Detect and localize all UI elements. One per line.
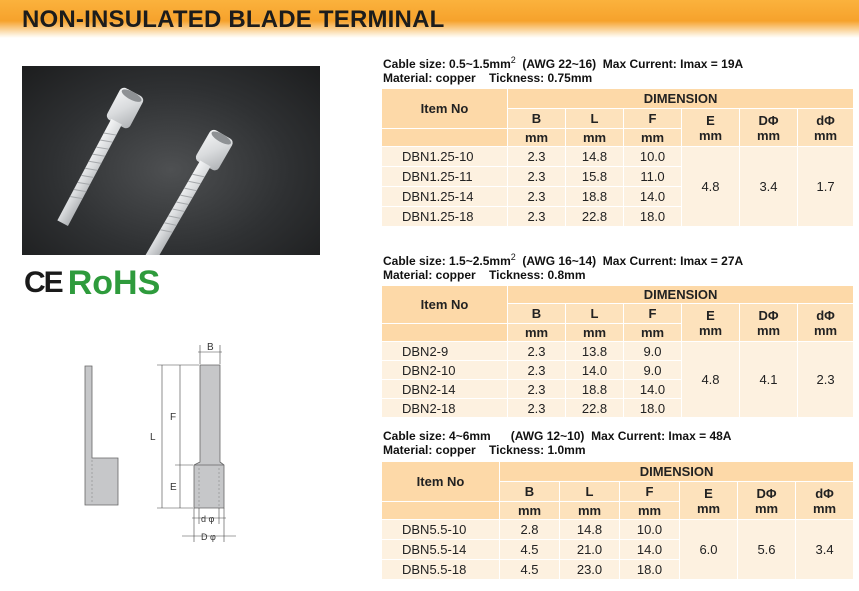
value-f: 11.0: [624, 167, 682, 187]
value-f: 18.0: [620, 560, 680, 580]
header-b: B: [500, 482, 560, 502]
value-l: 22.8: [566, 207, 624, 227]
unit-f: mm: [620, 502, 680, 520]
page-title: NON-INSULATED BLADE TERMINAL: [22, 6, 445, 33]
value-b: 2.3: [508, 147, 566, 167]
section1-spec-material: Material: copper Tickness: 0.75mm: [383, 71, 593, 85]
item-no: DBN5.5-18: [382, 560, 500, 580]
section3-spec-cable: Cable size: 4~6mm (AWG 12~10) Max Current: Imax = 48A: [383, 429, 732, 443]
value-f: 10.0: [620, 520, 680, 540]
value-l: 15.8: [566, 167, 624, 187]
value-b: 2.3: [508, 342, 566, 361]
item-no: DBN2-14: [382, 380, 508, 399]
value-b: 4.5: [500, 560, 560, 580]
value-l: 23.0: [560, 560, 620, 580]
header-dphi-large: DΦ mm: [738, 482, 796, 520]
value-l: 14.8: [560, 520, 620, 540]
certification-marks: [24, 263, 160, 303]
item-no: DBN1.25-10: [382, 147, 508, 167]
header-dimension: DIMENSION: [508, 286, 854, 304]
header-e: E mm: [682, 109, 740, 147]
unit-f: mm: [624, 129, 682, 147]
value-f: 14.0: [624, 187, 682, 207]
unit-b: mm: [500, 502, 560, 520]
header-item-no: Item No: [382, 286, 508, 324]
item-no: DBN1.25-11: [382, 167, 508, 187]
header-item-no: Item No: [382, 89, 508, 129]
value-dphi-large: 5.6: [738, 520, 796, 580]
header-blank: [382, 324, 508, 342]
unit-b: mm: [508, 129, 566, 147]
unit-l: mm: [566, 324, 624, 342]
header-dphi-large: DΦ mm: [740, 109, 798, 147]
header-b: B: [508, 304, 566, 324]
item-no: DBN1.25-14: [382, 187, 508, 207]
item-no: DBN5.5-10: [382, 520, 500, 540]
item-no: DBN2-10: [382, 361, 508, 380]
header-dimension: DIMENSION: [508, 89, 854, 109]
header-e: E mm: [680, 482, 738, 520]
value-f: 14.0: [620, 540, 680, 560]
value-dphi-large: 4.1: [740, 342, 798, 418]
value-dphi-small: 2.3: [798, 342, 854, 418]
value-f: 14.0: [624, 380, 682, 399]
header-f: F: [624, 109, 682, 129]
header-dphi-small: dΦ mm: [796, 482, 854, 520]
header-e: E mm: [682, 304, 740, 342]
label-e: E: [170, 482, 177, 493]
value-l: 13.8: [566, 342, 624, 361]
unit-b: mm: [508, 324, 566, 342]
header-f: F: [624, 304, 682, 324]
value-b: 2.8: [500, 520, 560, 540]
value-f: 9.0: [624, 361, 682, 380]
rohs-mark: RoHS: [67, 263, 161, 302]
section2-spec-cable: Cable size: $1.5\sim 2.5mm^2$ (AWG 16~14) Max Current: Imax = 27A: [383, 252, 744, 268]
unit-l: mm: [566, 129, 624, 147]
value-b: 2.3: [508, 207, 566, 227]
table-row: [382, 147, 854, 167]
value-dphi-small: 1.7: [798, 147, 854, 227]
value-f: 18.0: [624, 399, 682, 418]
label-f: F: [170, 412, 177, 423]
section2-dimension-table: [381, 285, 854, 418]
section1-dimension-table: [381, 88, 854, 227]
value-l: 14.8: [566, 147, 624, 167]
value-b: 2.3: [508, 399, 566, 418]
title-bar: [0, 0, 859, 38]
section1-spec-cable: Cable size: $0.5\sim 1.5mm^2$ (AWG 22~16) Max Current: Imax = 19A: [383, 55, 744, 71]
header-dphi-small: dΦ mm: [798, 304, 854, 342]
header-l: L: [560, 482, 620, 502]
header-blank: [382, 502, 500, 520]
header-dphi-small: dΦ mm: [798, 109, 854, 147]
value-f: 10.0: [624, 147, 682, 167]
table-row: [382, 520, 854, 540]
label-d-small: d φ: [201, 514, 215, 524]
label-l: L: [150, 432, 156, 443]
unit-l: mm: [560, 502, 620, 520]
value-l: 14.0: [566, 361, 624, 380]
header-blank: [382, 129, 508, 147]
header-l: L: [566, 304, 624, 324]
value-b: 4.5: [500, 540, 560, 560]
value-l: 21.0: [560, 540, 620, 560]
value-f: 9.0: [624, 342, 682, 361]
technical-drawing: [70, 340, 260, 555]
section3-spec-material: Material: copper Tickness: 1.0mm: [383, 443, 586, 457]
item-no: DBN5.5-14: [382, 540, 500, 560]
table-row: [382, 342, 854, 361]
header-dphi-large: DΦ mm: [740, 304, 798, 342]
header-item-no: Item No: [382, 462, 500, 502]
value-e: 4.8: [682, 147, 740, 227]
section3-dimension-table: [381, 461, 854, 580]
value-b: 2.3: [508, 380, 566, 399]
value-b: 2.3: [508, 167, 566, 187]
item-no: DBN2-18: [382, 399, 508, 418]
header-dimension: DIMENSION: [500, 462, 854, 482]
value-e: 4.8: [682, 342, 740, 418]
header-b: B: [508, 109, 566, 129]
product-photo: [22, 66, 320, 255]
value-dphi-large: 3.4: [740, 147, 798, 227]
value-l: 22.8: [566, 399, 624, 418]
header-f: F: [620, 482, 680, 502]
value-f: 18.0: [624, 207, 682, 227]
value-b: 2.3: [508, 187, 566, 207]
value-e: 6.0: [680, 520, 738, 580]
label-d-large: D φ: [201, 532, 216, 542]
item-no: DBN2-9: [382, 342, 508, 361]
item-no: DBN1.25-18: [382, 207, 508, 227]
value-l: 18.8: [566, 380, 624, 399]
label-b: B: [207, 342, 214, 353]
terminal-photo-image: [22, 66, 320, 255]
unit-f: mm: [624, 324, 682, 342]
terminal-dimension-diagram: [70, 340, 260, 555]
value-l: 18.8: [566, 187, 624, 207]
section2-spec-material: Material: copper Tickness: 0.8mm: [383, 268, 586, 282]
value-dphi-small: 3.4: [796, 520, 854, 580]
ce-mark: CE: [24, 266, 62, 299]
header-l: L: [566, 109, 624, 129]
value-b: 2.3: [508, 361, 566, 380]
